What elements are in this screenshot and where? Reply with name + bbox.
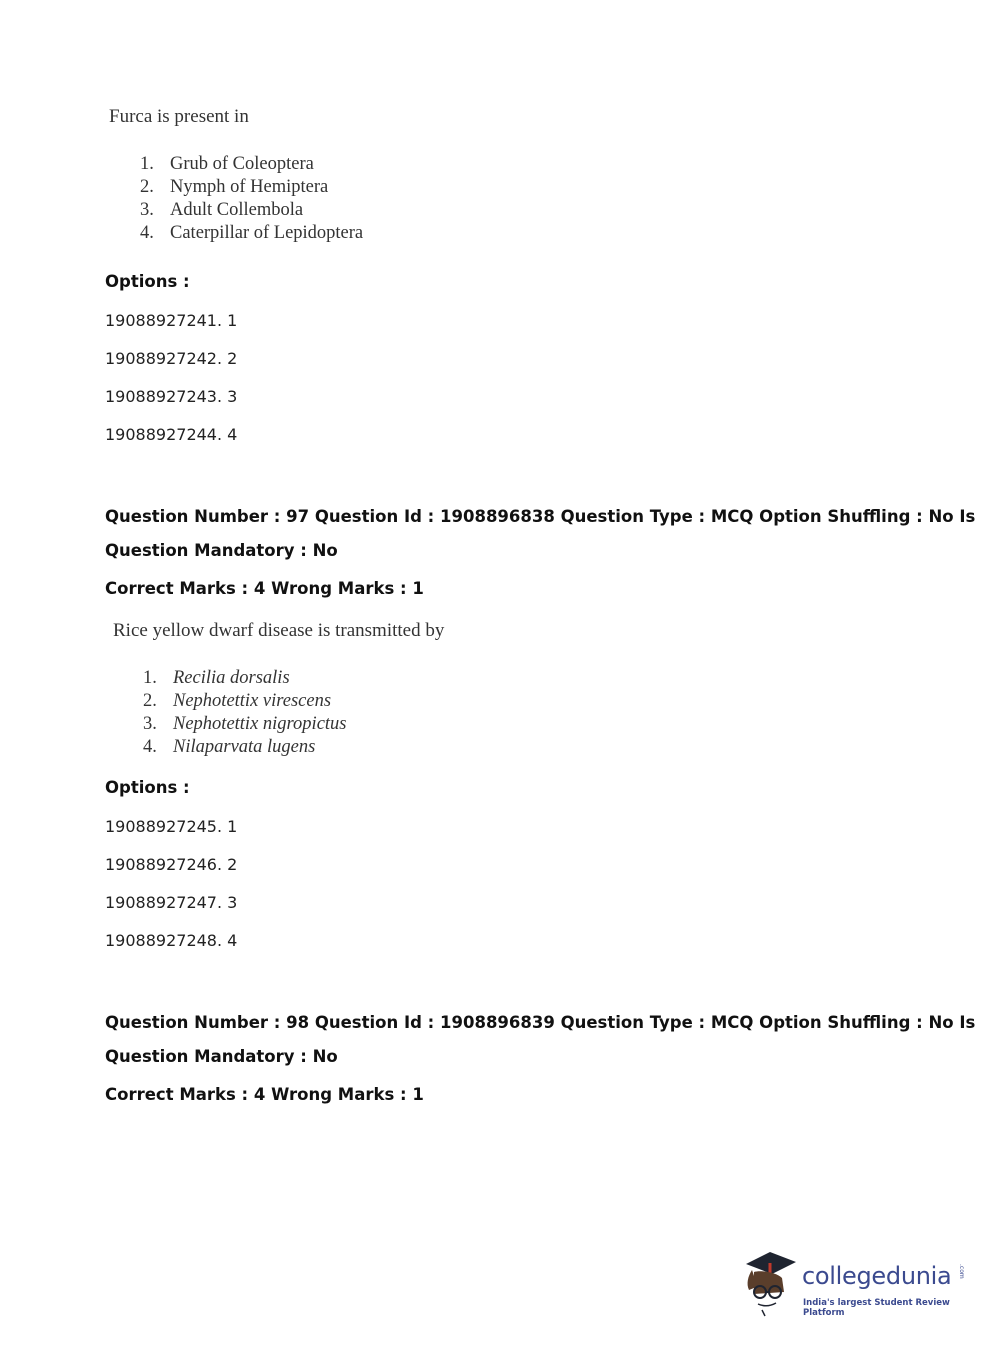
choice-number: 1. xyxy=(143,668,157,688)
option-item: 19088927243. 3 xyxy=(105,387,238,406)
choice-text: Recilia dorsalis xyxy=(173,668,290,688)
options-label: Options : xyxy=(105,778,190,797)
choice-number: 2. xyxy=(140,177,154,197)
logo-tagline: India's largest Student Review Platform xyxy=(803,1298,950,1318)
choice-item xyxy=(140,153,363,176)
choice-number: 4. xyxy=(140,223,154,243)
choice-number: 1. xyxy=(140,154,154,174)
choice-text: Nephotettix virescens xyxy=(173,691,332,711)
choice-item xyxy=(140,176,363,199)
question-98-header: Question Number : 98 Question Id : 1908896839 Question Type : MCQ Option Shuffling : No Is xyxy=(105,1013,976,1032)
choice-text: Nymph of Hemiptera xyxy=(170,177,329,197)
question-97-marks: Correct Marks : 4 Wrong Marks : 1 xyxy=(105,579,424,598)
question-97-header: Question Number : 97 Question Id : 1908896838 Question Type : MCQ Option Shuffling : No Is xyxy=(105,507,976,526)
choice-text: Nilaparvata lugens xyxy=(173,737,316,757)
logo-dotcom: .com xyxy=(958,1264,965,1279)
choice-item xyxy=(143,713,347,736)
choice-item xyxy=(143,667,347,690)
question-97-stem: Rice yellow dwarf disease is transmitted by xyxy=(113,620,445,641)
option-item: 19088927248. 4 xyxy=(105,931,238,950)
question-97-mandatory: Question Mandatory : No xyxy=(105,541,338,560)
mascot-icon xyxy=(740,1248,800,1318)
choice-text: Adult Collembola xyxy=(170,200,304,220)
choice-number: 3. xyxy=(143,714,157,734)
choice-item xyxy=(143,736,347,759)
option-item: 19088927246. 2 xyxy=(105,855,238,874)
question-96-choice-list xyxy=(140,153,363,245)
question-98-mandatory: Question Mandatory : No xyxy=(105,1047,338,1066)
collegedunia-logo xyxy=(740,1248,970,1320)
question-97-choice-list xyxy=(143,667,347,759)
choice-item xyxy=(140,199,363,222)
choice-number: 3. xyxy=(140,200,154,220)
option-item: 19088927244. 4 xyxy=(105,425,238,444)
choice-number: 2. xyxy=(143,691,157,711)
option-item: 19088927242. 2 xyxy=(105,349,238,368)
question-98-marks: Correct Marks : 4 Wrong Marks : 1 xyxy=(105,1085,424,1104)
option-item: 19088927245. 1 xyxy=(105,817,238,836)
choice-text: Grub of Coleoptera xyxy=(170,154,314,174)
choice-text: Nephotettix nigropictus xyxy=(173,714,347,734)
choice-number: 4. xyxy=(143,737,157,757)
options-label: Options : xyxy=(105,272,190,291)
option-item: 19088927247. 3 xyxy=(105,893,238,912)
choice-item xyxy=(140,222,363,245)
logo-name: collegedunia xyxy=(802,1262,952,1290)
option-item: 19088927241. 1 xyxy=(105,311,238,330)
question-96-stem: Furca is present in xyxy=(109,106,249,127)
choice-text: Caterpillar of Lepidoptera xyxy=(170,223,364,243)
choice-item xyxy=(143,690,347,713)
